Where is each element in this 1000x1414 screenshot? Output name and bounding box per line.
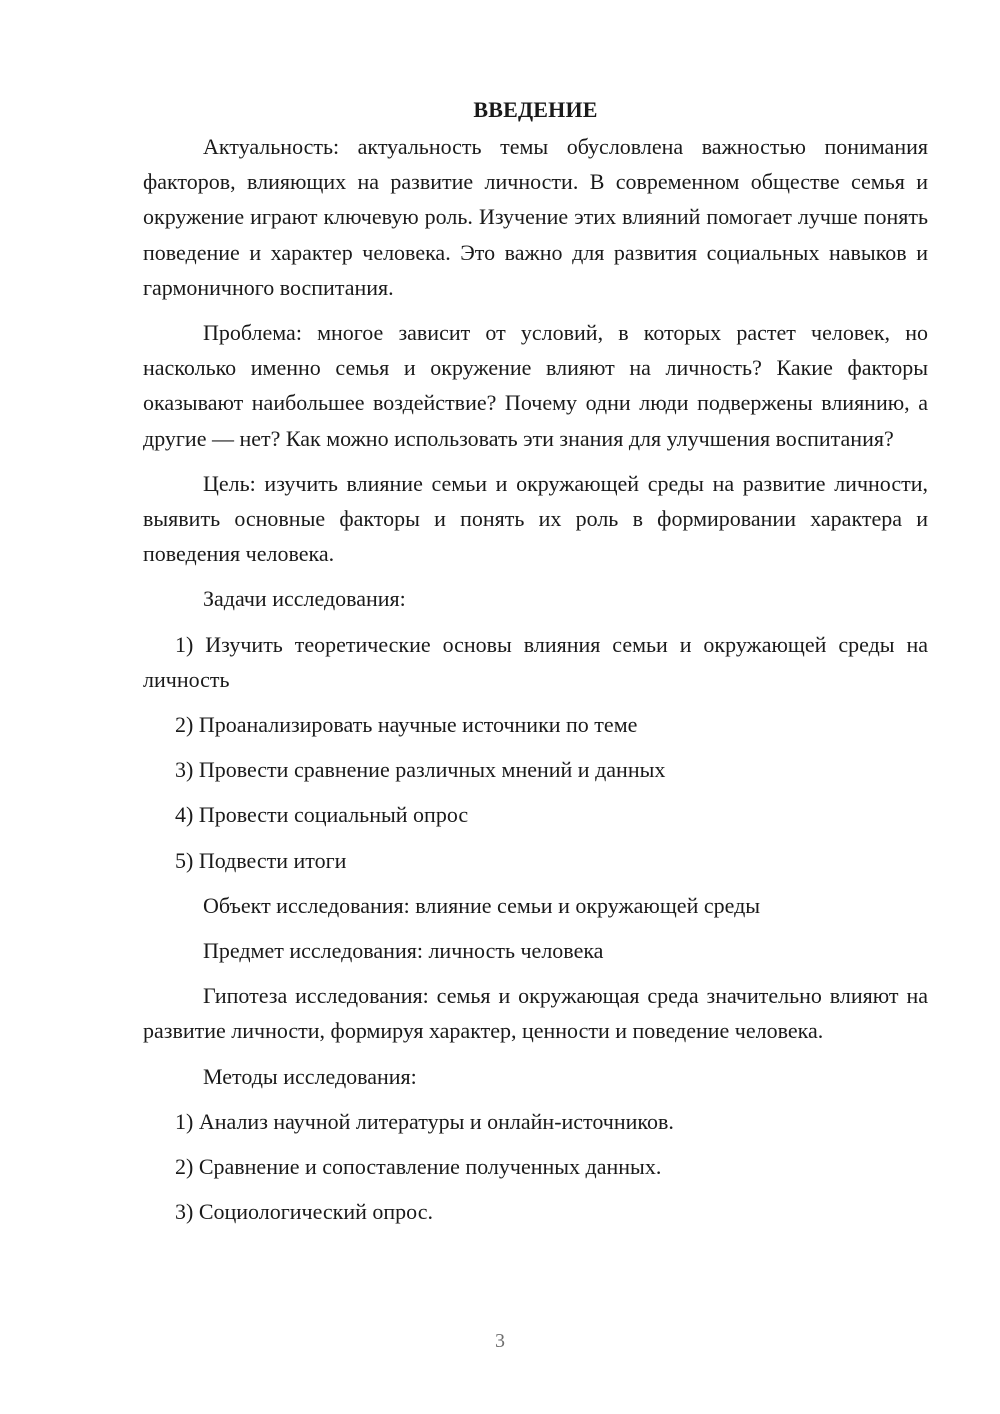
task-item: 4) Провести социальный опрос: [175, 802, 469, 828]
page-number: 3: [495, 1330, 505, 1352]
task-item: 5) Подвести итоги: [175, 847, 347, 873]
task-item: 3) Провести сравнение различных мнений и данных: [175, 757, 666, 783]
paragraph-subject: Предмет исследования: личность человека: [203, 938, 604, 964]
document-page: [143, 92, 928, 1229]
method-item: 3) Социологический опрос.: [175, 1199, 433, 1225]
paragraph-hypothesis: Гипотеза исследования: семья и окружающая среда значительно влияют на развитие личности, формируя характер, ценности и поведение человека.: [143, 983, 928, 1044]
tasks-heading: Задачи исследования:: [203, 586, 406, 612]
methods-heading: Методы исследования:: [203, 1063, 417, 1089]
paragraph-relevance: Актуальность: актуальность темы обусловлена важностью понимания факторов, влияющих на развитие личности. В современном обществе семья и окружение играют ключевую роль. Изучение этих влияний помогает лучше понять поведение и характер человека. Это важно для развития социальных навыков и гармоничного воспитания.: [143, 134, 928, 300]
paragraph-problem: Проблема: многое зависит от условий, в которых растет человек, но насколько именно семья и окружение влияют на личность? Какие факторы оказывают наибольшее воздействие? Почему одни люди подвержены влиянию, а другие — нет? Как можно использовать эти знания для улучшения воспитания?: [143, 320, 928, 451]
paragraph-goal: Цель: изучить влияние семьи и окружающей среды на развитие личности, выявить основные факторы и понять их роль в формировании характера и поведения человека.: [143, 470, 928, 567]
task-item: 1) Изучить теоретические основы влияния семьи и окружающей среды на личность: [143, 631, 928, 692]
method-item: 2) Сравнение и сопоставление полученных данных.: [175, 1154, 662, 1180]
page-title: ВВЕДЕНИЕ: [473, 97, 598, 122]
task-item: 2) Проанализировать научные источники по теме: [175, 712, 638, 738]
paragraph-object: Объект исследования: влияние семьи и окружающей среды: [203, 892, 761, 918]
method-item: 1) Анализ научной литературы и онлайн-источников.: [175, 1108, 674, 1134]
